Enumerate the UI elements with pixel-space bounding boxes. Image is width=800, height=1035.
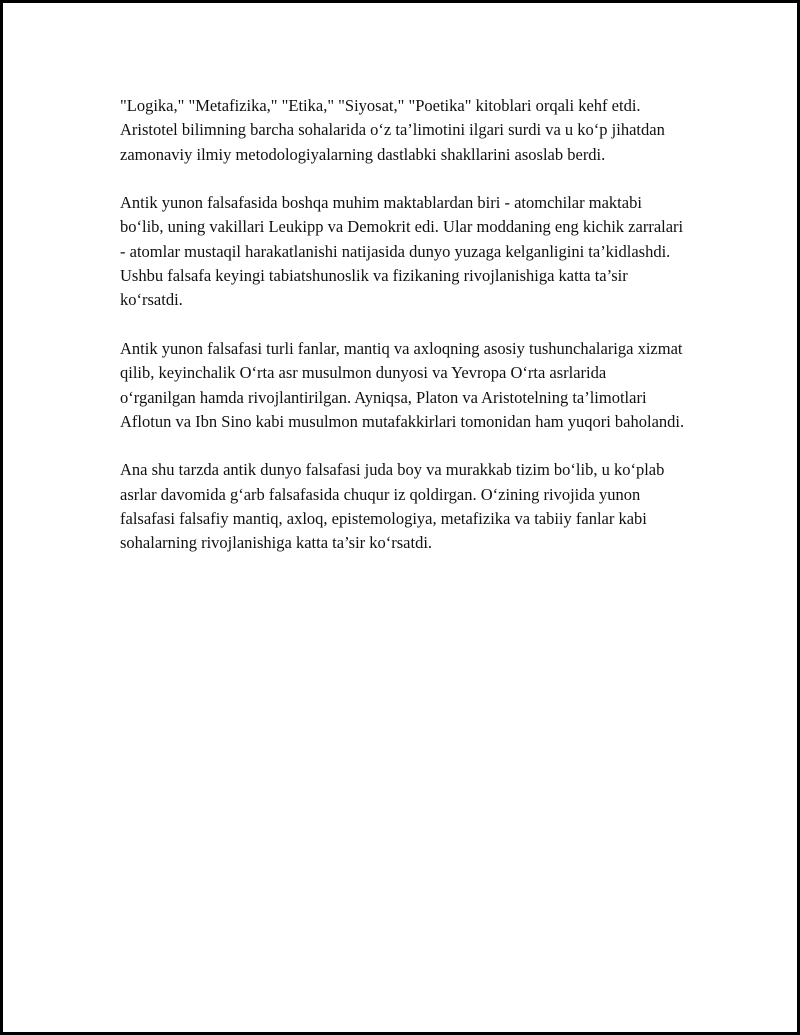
paragraph-3: Antik yunon falsafasi turli fanlar, mantiq va axloqning asosiy tushunchalariga xizmat qilib, keyinchalik O‘rta asr musulmon dunyosi va Yevropa O‘rta asrlarida o‘rganilgan hamda rivojlantirilgan. Ayniqsa, Platon va Aristotelning ta’limotlari Aflotun va Ibn Sino kabi musulmon mutafakkirlari tomonidan ham yuqori baholandi.	[120, 338, 685, 431]
paragraph-2: Antik yunon falsafasida boshqa muhim maktablardan biri - atomchilar maktabi bo‘lib, uning vakillari Leukipp va Demokrit edi. Ular moddaning eng kichik zarralari - atomlar mustaqil harakatlanishi natijasida dunyo yuzaga kelganligini ta’kidlashdi. Ushbu falsafa keyingi tabiatshunoslik va fizikaning rivojlanishiga katta ta’sir ko‘rsatdi.	[120, 193, 684, 310]
document-body	[120, 94, 685, 580]
paragraph-1: "Logika," "Metafizika," "Etika," "Siyosat," "Poetika" kitoblari orqali kehf etdi. Aristotel bilimning barcha sohalarida o‘z ta’limotini ilgari surdi va u ko‘p jihatdan zamonaviy ilmiy metodologiyalarning dastlabki shakllarini asoslab berdi.	[120, 96, 665, 164]
paragraph-4: Ana shu tarzda antik dunyo falsafasi juda boy va murakkab tizim bo‘lib, u ko‘plab asrlar davomida g‘arb falsafasida chuqur iz qoldirgan. O‘zining rivojida yunon falsafasi falsafiy mantiq, axloq, epistemologiya, metafizika va tabiiy fanlar kabi sohalarning rivojlanishiga katta ta’sir ko‘rsatdi.	[120, 460, 665, 553]
